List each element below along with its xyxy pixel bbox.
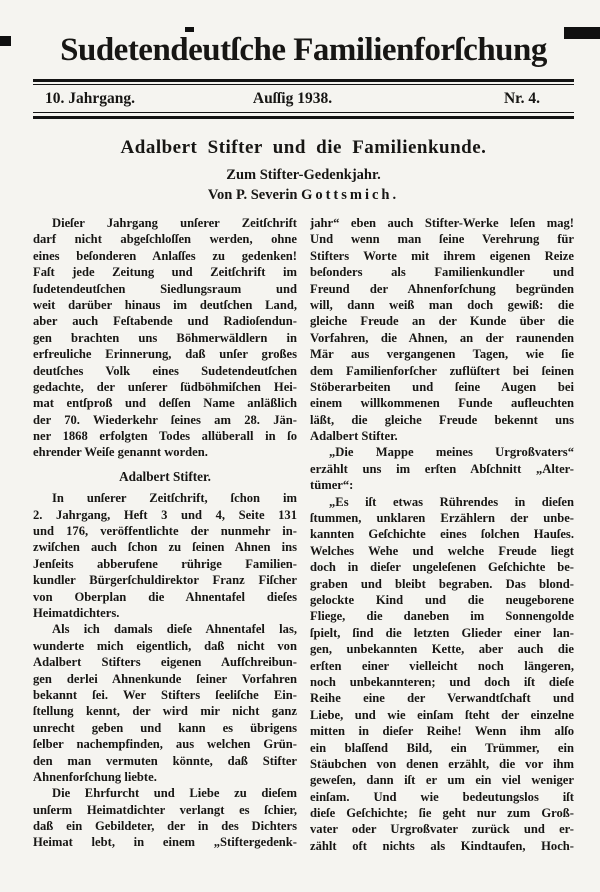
text-line: Und wenn man ſeine Verehrung für bbox=[310, 232, 574, 247]
text-line: ner 1868 erfolgten Todes allüberall in ſo bbox=[33, 429, 297, 444]
section-heading: Adalbert Stifter. bbox=[119, 468, 211, 484]
text-line: erfreuliche Erinnerung, daß unſer großes bbox=[33, 347, 297, 362]
journal-page bbox=[0, 27, 600, 854]
text-line: ehrender Weiſe genannt worden. bbox=[33, 445, 208, 460]
issue-info-row bbox=[33, 85, 574, 112]
volume-label: 10. Jahrgang. bbox=[45, 90, 135, 107]
text-line: mitten in dieſer Reihe! Wenn ihm alſo bbox=[310, 724, 574, 739]
text-line: gelockte Kind und die neugeborene bbox=[310, 592, 574, 607]
text-line: gleiche Freude an der Kunde über die bbox=[310, 314, 574, 329]
scan-artifact bbox=[564, 27, 600, 39]
text-line: gen brachten uns Böhmerwäldlern in bbox=[33, 330, 297, 345]
text-line: will, dann weiß man doch gewiß: die bbox=[310, 297, 574, 312]
article-subtitle: Zum Stifter-Gedenkjahr. bbox=[226, 167, 381, 183]
text-line: kannten Geſchichte eines ſolchen Hauſes. bbox=[310, 527, 574, 542]
text-line: läßt, die gleiche Freude bekennt uns bbox=[310, 412, 574, 427]
place-year-label: Auſſig 1938. bbox=[252, 90, 333, 107]
text-line: wunderte mich eigentlich, daß nicht von bbox=[33, 638, 297, 653]
text-line: ein blaſſend Bild, ein Trümmer, ein bbox=[310, 740, 574, 755]
paragraph bbox=[33, 490, 297, 621]
text-line: der 70. Wiederkehr ſeines am 28. Jän- bbox=[33, 412, 297, 427]
text-line: beſonders als Familienkundler und bbox=[310, 265, 574, 280]
text-line: darf nicht abgeſchloſſen werden, ohne bbox=[33, 232, 297, 247]
text-line: geweſen, dann iſt er um ein viel weniger bbox=[310, 773, 574, 788]
text-line: vater oder Urgroßvater zurück und er- bbox=[310, 822, 574, 837]
text-line: dieſe Geſchichte; ſie geht nur zum Groß- bbox=[310, 806, 574, 821]
byline-prefix: Von P. Severin bbox=[207, 187, 302, 203]
text-line: tümer“: bbox=[310, 478, 354, 493]
text-line: ſtummen, unklaren Erzählern der unbe- bbox=[310, 511, 574, 526]
text-line: Heimatdichters. bbox=[33, 605, 120, 620]
column-right bbox=[310, 215, 574, 854]
text-line: doch in dieſer ungeleſenen Geſchichte be- bbox=[310, 560, 574, 575]
text-line: eines beſonderen Anlaſſes zu gedenken! bbox=[33, 248, 297, 263]
text-line: Stifters Worte mit ihrem eigenen Reize bbox=[310, 248, 574, 263]
text-line: Ahnenforſchung liebte. bbox=[33, 769, 157, 784]
text-line: Adalbert Stifter. bbox=[310, 429, 398, 444]
text-line: bekannt ſei. Wer Stifters ſeeliſche Ein- bbox=[33, 687, 297, 702]
text-line: einſam. Und wie bedeutungslos iſt bbox=[310, 789, 574, 804]
scan-artifact bbox=[185, 27, 194, 32]
text-line: kundler Bürgerſchuldirektor Franz Fiſcher bbox=[33, 573, 297, 588]
text-line: jahr“ eben auch Stifter-Werke leſen mag! bbox=[310, 216, 574, 230]
text-line: noch unbekannteren; und doch iſt dieſe bbox=[310, 674, 574, 689]
paragraph bbox=[33, 621, 297, 785]
text-line: Stöberarbeiten und ſeine Augen bei bbox=[310, 379, 574, 394]
text-line: „Es iſt etwas Rührendes in dieſen bbox=[329, 494, 574, 509]
paragraph bbox=[310, 444, 574, 493]
text-line: Jenſeits abberufene rührige Familien- bbox=[33, 556, 297, 571]
text-line: 2. Jahrgang, Heft 3 und 4, Seite 131 bbox=[33, 507, 297, 522]
byline-surname: Gottsmich. bbox=[301, 187, 400, 203]
paragraph bbox=[33, 785, 297, 851]
text-line: einem willkommenen Funde aufleuchten bbox=[310, 396, 574, 411]
text-line: den man vermuten könnte, daß Stifter bbox=[33, 753, 297, 768]
text-line: weit darüber hinaus im deutſchen Land, bbox=[33, 297, 297, 312]
text-line: gedachte, der unſerer ſüdböhmiſchen Hei- bbox=[33, 379, 297, 394]
text-line: gen, unbekannten Kette, aber auch die bbox=[310, 642, 574, 657]
text-line: Fliege, die daneben im Sonnengolde bbox=[310, 609, 574, 624]
text-line: Mär aus vergangenen Tagen, wie ſie bbox=[310, 347, 574, 362]
text-line: ſtellung kennt, der wird mir nicht ganz bbox=[33, 704, 297, 719]
text-line: Reihe eine der Verwandtſchaft und bbox=[310, 691, 574, 706]
text-line: Welches Wehe und welche Freude liegt bbox=[310, 543, 574, 558]
text-line: erzählt uns im erſten Abſchnitt „Alter- bbox=[310, 461, 574, 476]
text-line: gen derlei Ahnenkunde ſeiner Vorfahren bbox=[33, 671, 297, 686]
text-line: deutſches Volk eines Sudetendeutſchen bbox=[33, 363, 297, 378]
text-line: ſudetendeutſchen Siedlungsraum und bbox=[33, 281, 297, 296]
text-line: zählt oft nichts als Kindtaufen, Hoch- bbox=[310, 838, 574, 853]
text-line: zwiſchen auch ſchon zu ſeinen Ahnen ins bbox=[33, 540, 297, 555]
text-line: aber auch Feſtabende und Radioſendun- bbox=[33, 314, 297, 329]
issue-number-label: Nr. 4. bbox=[503, 90, 540, 107]
text-line: Die Ehrfurcht und Liebe zu dieſem bbox=[52, 786, 297, 801]
text-line: daß ein Gebildeter, der in des Dichters bbox=[33, 819, 297, 834]
text-line: ſelber nachempfinden, aus welchen Grün- bbox=[33, 737, 297, 752]
text-line: Faſt jede Zeitung und Zeitſchrift im bbox=[33, 265, 297, 280]
text-line: Liebe, und wie einſam ſteht der einzelne bbox=[310, 707, 574, 722]
text-line: In unſerer Zeitſchrift, ſchon im bbox=[52, 491, 297, 506]
text-line: Vorfahren, die Ahnen, an der raunenden bbox=[310, 330, 574, 345]
text-line: unſerm Heimatdichter verlangt es ſchier, bbox=[33, 802, 297, 817]
text-line: und 176, veröffentlichte der nunmehr in- bbox=[33, 524, 297, 539]
paragraph bbox=[310, 215, 574, 444]
text-line: Stäubchen von denen erzählt, die vor ihm bbox=[310, 756, 574, 771]
scan-artifact bbox=[0, 36, 11, 46]
text-line: dem Familienforſcher zuflüſtert bei ſeinen bbox=[310, 363, 574, 378]
two-column-text bbox=[33, 215, 574, 854]
paragraph bbox=[310, 494, 574, 855]
paragraph bbox=[33, 215, 297, 461]
text-line: Als ich damals dieſe Ahnentafel las, bbox=[52, 622, 297, 637]
column-left bbox=[33, 215, 297, 854]
text-line: Heimat lebt, in einem „Stiftergedenk- bbox=[33, 835, 297, 850]
text-line: Freund der Ahnenforſchung begründen bbox=[310, 281, 574, 296]
text-line: graben und bleibt begraben. Das blond- bbox=[310, 576, 574, 591]
text-line: mat entſproß und deſſen Name anläßlich bbox=[33, 396, 297, 411]
text-line: Adalbert Stifters eigenen Aufſchreibun- bbox=[33, 655, 297, 670]
text-line: Dieſer Jahrgang unſerer Zeitſchrift bbox=[52, 216, 297, 230]
text-line: „Die Mappe meines Urgroßvaters“ bbox=[329, 445, 574, 460]
masthead-title: Sudetendeutſche Familienforſchung bbox=[60, 32, 547, 68]
text-line: unrecht geben und kann es übrigens bbox=[33, 720, 297, 735]
article-title: Adalbert Stifter und die Familienkunde. bbox=[120, 137, 487, 158]
double-rule-bottom bbox=[33, 112, 574, 119]
text-line: erſten einer vielleicht noch längeren, bbox=[310, 658, 574, 673]
text-line: ſpielt, ſind die letzten Glieder einer lan- bbox=[310, 625, 574, 640]
text-line: von Oberplan die Ahnentafel dieſes bbox=[33, 589, 297, 604]
article-byline bbox=[33, 186, 574, 204]
